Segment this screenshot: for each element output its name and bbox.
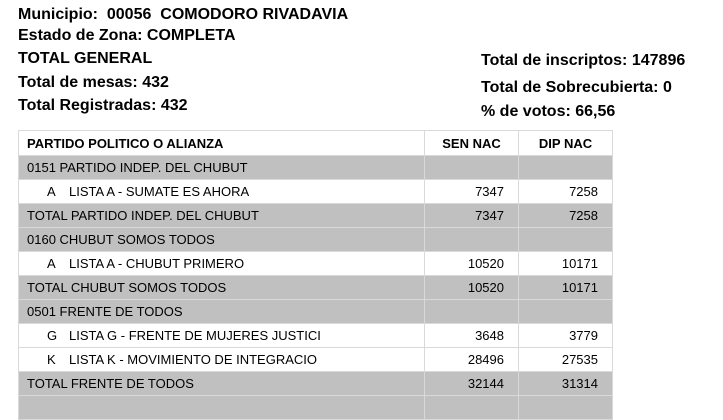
sen-value xyxy=(425,300,519,324)
dip-value: 7258 xyxy=(519,180,613,204)
row-label xyxy=(19,324,425,348)
registradas-label: Total Registradas: xyxy=(18,97,157,114)
col-dip-header: DIP NAC xyxy=(519,131,613,156)
total-row xyxy=(19,276,613,300)
votos-value: 66,56 xyxy=(575,103,616,120)
dip-value: 10171 xyxy=(519,276,613,300)
total-row xyxy=(19,372,613,396)
list-name: LISTA A - SUMATE ES AHORA xyxy=(69,184,250,199)
list-code: G xyxy=(47,328,58,343)
sen-value: 7347 xyxy=(425,204,519,228)
estado-label: Estado de Zona: xyxy=(18,27,143,44)
sen-value xyxy=(425,156,519,180)
registradas-value: 432 xyxy=(160,97,188,114)
row-label: 0501 FRENTE DE TODOS xyxy=(19,300,425,324)
dip-value: 10171 xyxy=(519,252,613,276)
sen-value: 7347 xyxy=(425,180,519,204)
dip-value: 7258 xyxy=(519,204,613,228)
dip-value xyxy=(519,228,613,252)
sen-value: 10520 xyxy=(425,276,519,300)
table-header-row xyxy=(19,131,613,156)
total-general-title: TOTAL GENERAL xyxy=(18,50,153,67)
municipio-label: Municipio: xyxy=(18,6,98,23)
party-row xyxy=(19,228,613,252)
list-code: A xyxy=(47,184,56,199)
total-row xyxy=(19,204,613,228)
row-label xyxy=(19,348,425,372)
sen-value: 3648 xyxy=(425,324,519,348)
row-label xyxy=(19,180,425,204)
row-label xyxy=(19,252,425,276)
results-table xyxy=(18,130,613,420)
row-label: TOTAL CHUBUT SOMOS TODOS xyxy=(19,276,425,300)
sobrecubierta-line xyxy=(481,78,672,98)
estado-value: COMPLETA xyxy=(146,27,236,44)
list-row xyxy=(19,252,613,276)
party-row xyxy=(19,396,613,420)
list-name: LISTA A - CHUBUT PRIMERO xyxy=(69,256,245,271)
sen-value: 28496 xyxy=(425,348,519,372)
sen-value xyxy=(425,396,519,420)
dip-value: 31314 xyxy=(519,372,613,396)
list-name: LISTA K - MOVIMIENTO DE INTEGRACIO xyxy=(69,352,317,367)
party-row xyxy=(19,300,613,324)
row-label: TOTAL PARTIDO INDEP. DEL CHUBUT xyxy=(19,204,425,228)
list-row xyxy=(19,348,613,372)
dip-value xyxy=(519,396,613,420)
row-label: 0151 PARTIDO INDEP. DEL CHUBUT xyxy=(19,156,425,180)
dip-value: 3779 xyxy=(519,324,613,348)
inscriptos-label: Total de inscriptos: xyxy=(481,52,628,69)
mesas-value: 432 xyxy=(142,74,169,91)
row-label xyxy=(19,396,425,420)
list-name: LISTA G - FRENTE DE MUJERES JUSTICI xyxy=(69,328,321,343)
list-code: A xyxy=(47,256,56,271)
sen-value: 10520 xyxy=(425,252,519,276)
mesas-label: Total de mesas: xyxy=(18,74,138,91)
sobrecubierta-label: Total de Sobrecubierta: xyxy=(481,79,659,96)
sen-value: 32144 xyxy=(425,372,519,396)
inscriptos-line xyxy=(481,51,685,71)
dip-value xyxy=(519,300,613,324)
municipio-line xyxy=(18,5,348,25)
col-party-header: PARTIDO POLITICO O ALIANZA xyxy=(19,131,425,156)
list-row xyxy=(19,324,613,348)
votos-label: % de votos: xyxy=(481,103,571,120)
col-sen-header: SEN NAC xyxy=(425,131,519,156)
registradas-line xyxy=(18,96,188,116)
sobrecubierta-value: 0 xyxy=(662,79,672,96)
row-label: 0160 CHUBUT SOMOS TODOS xyxy=(19,228,425,252)
municipio-name: COMODORO RIVADAVIA xyxy=(160,6,349,23)
party-row xyxy=(19,156,613,180)
row-label: TOTAL FRENTE DE TODOS xyxy=(19,372,425,396)
votos-line xyxy=(481,102,615,122)
dip-value: 27535 xyxy=(519,348,613,372)
inscriptos-value: 147896 xyxy=(631,52,686,69)
municipio-code: 00056 xyxy=(106,6,152,23)
dip-value xyxy=(519,156,613,180)
estado-line xyxy=(18,26,236,46)
sen-value xyxy=(425,228,519,252)
mesas-line xyxy=(18,73,169,93)
list-code: K xyxy=(47,352,56,367)
list-row xyxy=(19,180,613,204)
